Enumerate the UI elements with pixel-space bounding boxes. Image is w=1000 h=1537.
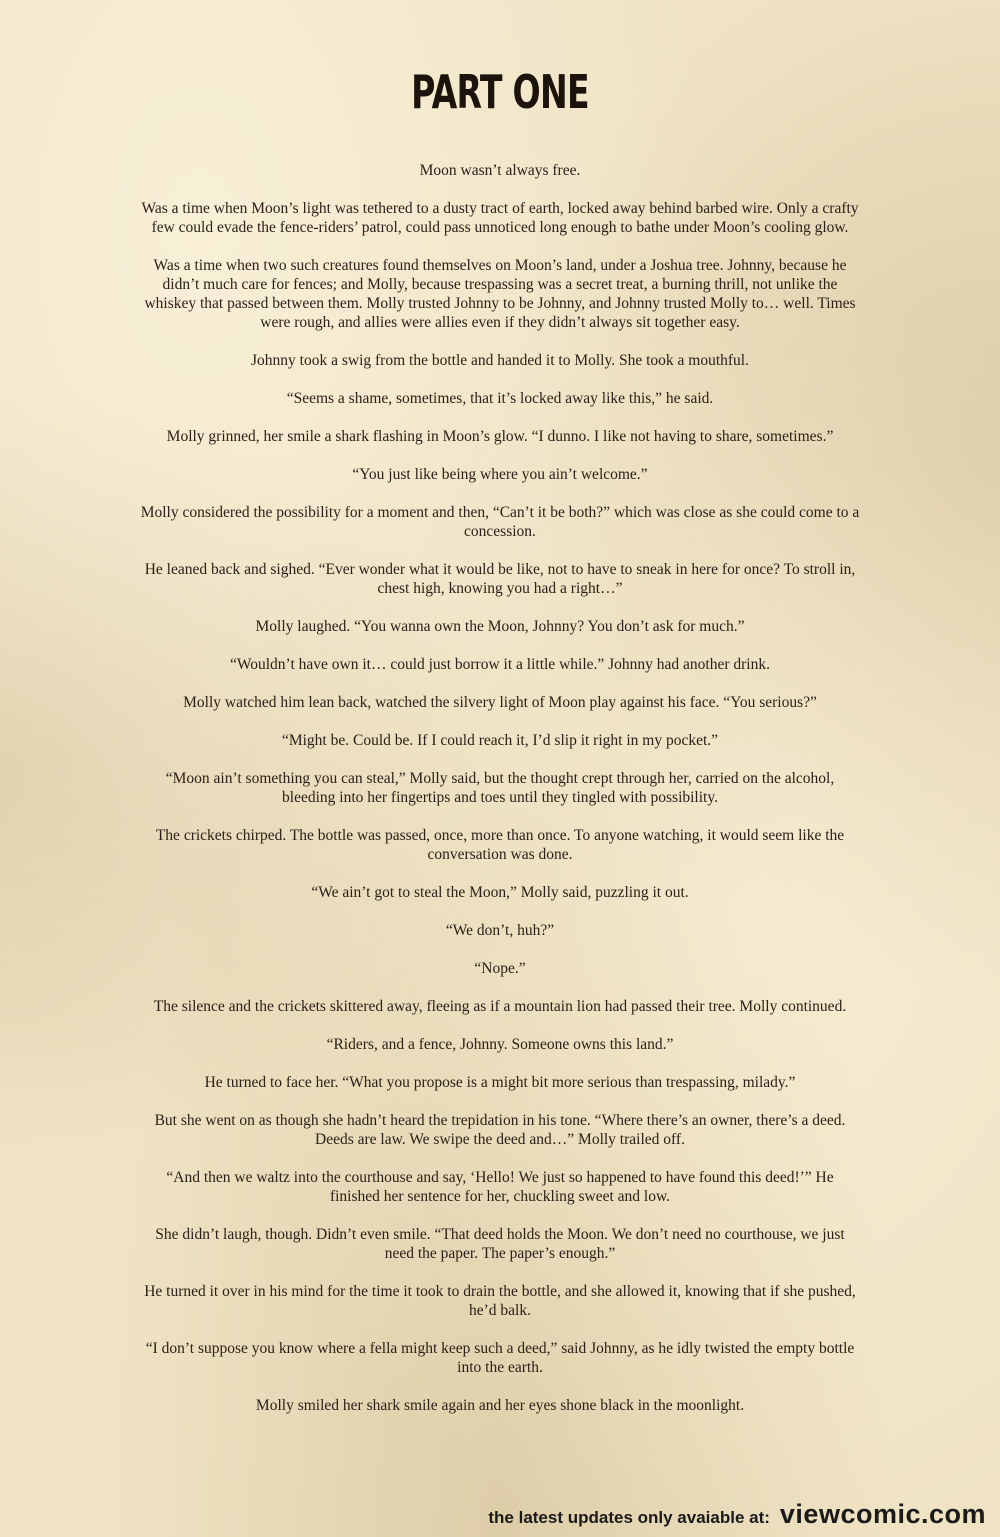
paragraph: “Moon ain’t something you can steal,” Molly said, but the thought crept through her, carried on the alcohol, bleeding into her fingertips and toes until they tingled with possibility. <box>165 770 835 806</box>
paragraph: “We don’t, huh?” <box>445 922 555 939</box>
paragraph: Moon wasn’t always free. <box>419 162 581 179</box>
paragraph: Johnny took a swig from the bottle and handed it to Molly. She took a mouthful. <box>251 352 749 369</box>
paragraph: “Wouldn’t have own it… could just borrow it a little while.” Johnny had another drink. <box>229 656 770 673</box>
site-footer-banner <box>488 1499 986 1533</box>
paragraph: Molly watched him lean back, watched the silvery light of Moon play against his face. “You serious?” <box>183 694 817 711</box>
paragraph: He leaned back and sighed. “Ever wonder what it would be like, not to have to sneak in here for once? To stroll in, chest high, knowing you had a right…” <box>144 561 856 597</box>
paragraph: The silence and the crickets skittered away, fleeing as if a mountain lion had passed their tree. Molly continued. <box>153 998 847 1015</box>
paragraph: “We ain’t got to steal the Moon,” Molly said, puzzling it out. <box>311 884 689 901</box>
paragraph: “And then we waltz into the courthouse and say, ‘Hello! We just so happened to have found this deed!’” He finished her sentence for her, chuckling sweet and low. <box>166 1169 834 1205</box>
paragraph: But she went on as though she hadn’t heard the trepidation in his tone. “Where there’s an owner, there’s a deed. Deeds are law. We swipe the deed and…” Molly trailed off. <box>154 1112 846 1148</box>
part-title: PART ONE <box>411 65 589 119</box>
footer-brand-link[interactable]: viewcomic.com <box>779 1499 986 1529</box>
paragraph: Was a time when Moon’s light was tethered to a dusty tract of earth, locked away behind barbed wire. Only a crafty few could evade the fence-riders’ patrol, could pass unnoticed long enough to bathe under Moon’s cooling glow. <box>141 200 859 236</box>
paragraph: Molly laughed. “You wanna own the Moon, Johnny? You don’t ask for much.” <box>255 618 745 635</box>
paragraph: Molly considered the possibility for a moment and then, “Can’t it be both?” which was close as she could come to a concession. <box>140 504 860 540</box>
paragraph: She didn’t laugh, though. Didn’t even smile. “That deed holds the Moon. We don’t need no courthouse, we just need the paper. The paper’s enough.” <box>155 1226 845 1262</box>
paragraph: Was a time when two such creatures found themselves on Moon’s land, under a Joshua tree. Johnny, because he didn’t much care for fences; and Molly, because trespassing was a secret treat, a burning thrill, not unlike the whiskey that passed between them. Molly trusted Johnny to be Johnny, and Johnny trusted Molly to… well. Times were rough, and allies were allies even if they didn’t always sit together easy. <box>144 257 856 331</box>
paragraph: “You just like being where you ain’t welcome.” <box>352 466 648 483</box>
story-text <box>140 161 860 1434</box>
paragraph: “Riders, and a fence, Johnny. Someone owns this land.” <box>326 1036 674 1053</box>
paragraph: “Might be. Could be. If I could reach it, I’d slip it right in my pocket.” <box>281 732 719 749</box>
paragraph: “I don’t suppose you know where a fella might keep such a deed,” said Johnny, as he idly twisted the empty bottle into the earth. <box>145 1340 855 1376</box>
paragraph: He turned it over in his mind for the time it took to drain the bottle, and she allowed it, knowing that if she pushed, he’d balk. <box>144 1283 856 1319</box>
paragraph: The crickets chirped. The bottle was passed, once, more than once. To anyone watching, it would seem like the conversation was done. <box>155 827 845 863</box>
paragraph: Molly grinned, her smile a shark flashing in Moon’s glow. “I dunno. I like not having to share, sometimes.” <box>166 428 834 445</box>
paragraph: “Seems a shame, sometimes, that it’s locked away like this,” he said. <box>286 390 714 407</box>
paragraph: Molly smiled her shark smile again and her eyes shone black in the moonlight. <box>255 1397 745 1414</box>
footer-promo-text: the latest updates only avaiable at: <box>488 1508 770 1527</box>
paragraph: “Nope.” <box>474 960 526 977</box>
paragraph: He turned to face her. “What you propose is a might bit more serious than trespassing, milady.” <box>204 1074 796 1091</box>
